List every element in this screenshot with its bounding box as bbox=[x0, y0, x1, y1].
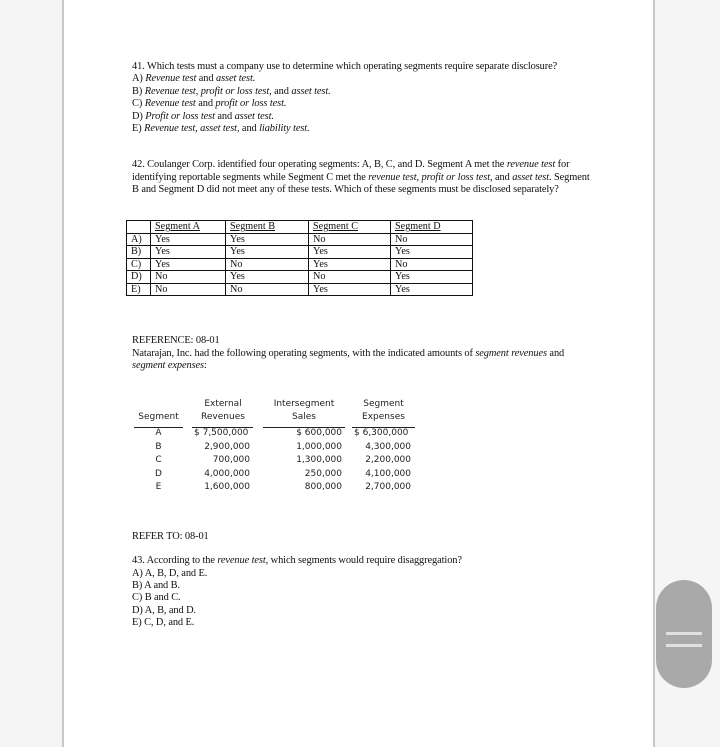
intersegment-cell: 1,000,000 bbox=[296, 441, 342, 452]
row-label: C) bbox=[127, 258, 151, 271]
q41-option-a[interactable]: A) Revenue test and asset test. bbox=[132, 73, 256, 84]
q42-answer-table bbox=[126, 220, 473, 296]
segment-cell: C bbox=[155, 455, 162, 465]
cell: Yes bbox=[226, 246, 309, 259]
table-row[interactable] bbox=[127, 258, 473, 271]
external-revenue-cell: 2,900,000 bbox=[204, 441, 250, 452]
segment-cell: A bbox=[155, 428, 162, 438]
header-segment: Segment bbox=[363, 399, 404, 409]
header-expenses: Expenses bbox=[362, 412, 405, 422]
cell: No bbox=[226, 283, 309, 296]
intersegment-cell: 250,000 bbox=[304, 468, 342, 479]
cell: Yes bbox=[151, 246, 226, 259]
cell: Yes bbox=[226, 271, 309, 284]
cell: No bbox=[226, 258, 309, 271]
header-segment-col: Segment bbox=[138, 412, 179, 422]
table-row[interactable] bbox=[127, 246, 473, 259]
q43-option-e[interactable]: E) C, D, and E. bbox=[132, 617, 195, 628]
header-segment-b: Segment B bbox=[226, 221, 309, 234]
header-intersegment: Intersegment bbox=[273, 399, 335, 409]
expenses-cell: 2,700,000 bbox=[365, 482, 411, 492]
header-segment-c: Segment C bbox=[309, 221, 391, 234]
cell: Yes bbox=[391, 271, 473, 284]
q41-stem: 41. Which tests must a company use to determine which operating segments require separate disclosure? bbox=[132, 61, 558, 72]
drag-handle-icon bbox=[666, 632, 702, 635]
expenses-cell: 4,300,000 bbox=[365, 441, 411, 452]
segment-cell: B bbox=[155, 441, 162, 452]
header-segment-d: Segment D bbox=[391, 221, 473, 234]
cell: No bbox=[309, 271, 391, 284]
segment-cell: D bbox=[155, 468, 162, 479]
cell: No bbox=[151, 283, 226, 296]
q42-stem: 42. Coulanger Corp. identified four operating segments: A, B, C, and D. Segment A met the revenue test for identifying reportable segments while Segment C met the revenue test, profit or loss test, and asset test. Segment B and Segment D did not meet any of these tests. Which of these segments must be disclosed separately? bbox=[132, 159, 590, 195]
expenses-cell: 2,200,000 bbox=[365, 455, 411, 465]
q43-option-d[interactable]: D) A, B, and D. bbox=[132, 604, 197, 616]
cell: Yes bbox=[226, 233, 309, 246]
cell: No bbox=[309, 233, 391, 246]
q43-option-c[interactable]: C) B and C. bbox=[132, 592, 181, 603]
table-row[interactable] bbox=[127, 233, 473, 246]
drag-handle-icon bbox=[666, 644, 702, 647]
q43-option-b[interactable]: B) A and B. bbox=[132, 580, 180, 591]
cell: Yes bbox=[309, 246, 391, 259]
cell: No bbox=[391, 258, 473, 271]
row-label: A) bbox=[127, 233, 151, 246]
cell: Yes bbox=[391, 246, 473, 259]
reference-title: REFERENCE: 08-01 bbox=[132, 335, 220, 346]
header-segment-a: Segment A bbox=[151, 221, 226, 234]
row-label: B) bbox=[127, 246, 151, 259]
table-row[interactable] bbox=[127, 271, 473, 284]
cell: Yes bbox=[309, 283, 391, 296]
q41-option-d[interactable]: D) Profit or loss test and asset test. bbox=[132, 110, 274, 122]
row-label: D) bbox=[127, 271, 151, 284]
cell: No bbox=[151, 271, 226, 284]
external-revenue-cell: 700,000 bbox=[212, 455, 250, 465]
table-row[interactable] bbox=[127, 283, 473, 296]
external-revenue-cell: 1,600,000 bbox=[204, 482, 250, 492]
header-external: External bbox=[204, 399, 242, 409]
row-label: E) bbox=[127, 283, 151, 296]
reference-text: Natarajan, Inc. had the following operating segments, with the indicated amounts of segment revenues and segment expenses: bbox=[132, 347, 565, 371]
q41-option-e[interactable]: E) Revenue test, asset test, and liability test. bbox=[132, 123, 310, 134]
cell: No bbox=[391, 233, 473, 246]
expenses-cell: 4,100,000 bbox=[365, 468, 411, 479]
header-blank bbox=[127, 221, 151, 234]
q43-refer: REFER TO: 08-01 bbox=[132, 531, 209, 542]
q43-stem: 43. According to the revenue test, which segments would require disaggregation? bbox=[132, 555, 462, 566]
cell: Yes bbox=[309, 258, 391, 271]
cell: Yes bbox=[151, 233, 226, 246]
external-revenue-cell: $ 7,500,000 bbox=[194, 428, 249, 438]
table-header-row bbox=[127, 221, 473, 234]
q41-option-b[interactable]: B) Revenue test, profit or loss test, and asset test. bbox=[132, 85, 331, 97]
expenses-cell: $ 6,300,000 bbox=[354, 428, 409, 438]
cell: Yes bbox=[151, 258, 226, 271]
intersegment-cell: 1,300,000 bbox=[296, 455, 342, 465]
segment-cell: E bbox=[155, 482, 162, 492]
intersegment-cell: 800,000 bbox=[304, 482, 342, 492]
header-sales: Sales bbox=[292, 412, 316, 422]
intersegment-cell: $ 600,000 bbox=[296, 428, 342, 438]
header-revenues: Revenues bbox=[201, 412, 245, 422]
scrollbar-thumb[interactable] bbox=[656, 580, 712, 688]
q41-option-c[interactable]: C) Revenue test and profit or loss test. bbox=[132, 98, 287, 109]
cell: Yes bbox=[391, 283, 473, 296]
q43-option-a[interactable]: A) A, B, D, and E. bbox=[132, 567, 208, 579]
external-revenue-cell: 4,000,000 bbox=[204, 468, 250, 479]
